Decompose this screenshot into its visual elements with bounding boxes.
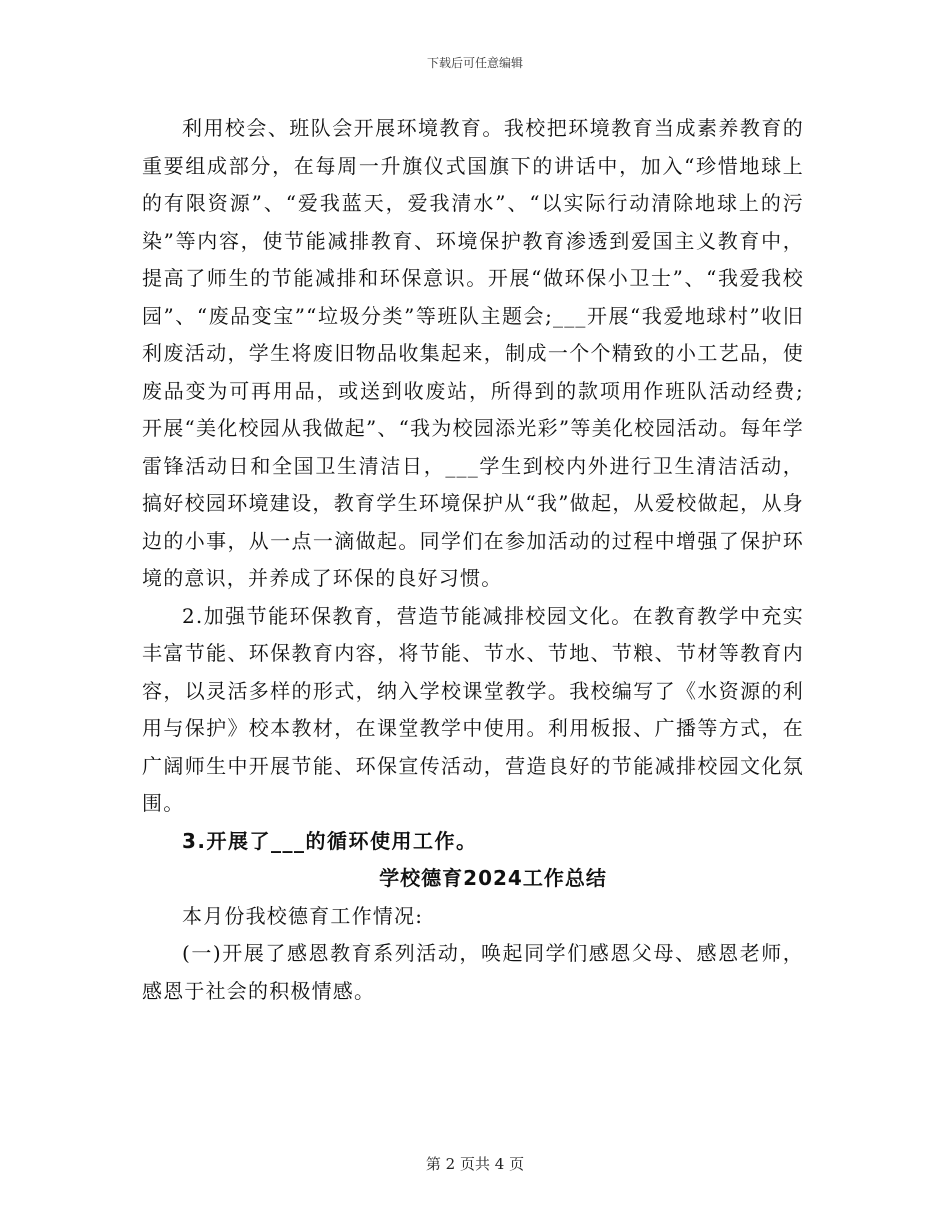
page-number: 第 2 页共 4 页 <box>425 1155 525 1173</box>
bold-item-recycling: 3.开展了___的循环使用工作。 <box>182 828 478 853</box>
paragraph-item-one: (一)开展了感恩教育系列活动，唤起同学们感恩父母、感恩老师，感恩于社会的积极情感。 <box>142 941 804 1003</box>
paragraph-energy-saving-culture: 2.加强节能环保教育，营造节能减排校园文化。在教育教学中充实丰富节能、环保教育内容，将节能、节水、节地、节粮、节材等教育内容，以灵活多样的形式，纳入学校课堂教学。我校编写了《水资源的利用与保护》校本教材，在课堂教学中使用。利用板报、广播等方式，在广阔师生中开展节能、环保宣传活动，营造良好的节能减排校园文化氛围。 <box>142 603 804 815</box>
paragraph-environment-education: 利用校会、班队会开展环境教育。我校把环境教育当成素养教育的重要组成部分，在每周一升旗仪式国旗下的讲话中，加入“珍惜地球上的有限资源”、“爱我蓝天，爱我清水”、“以实际行动清除地球上的污染”等内容，使节能减排教育、环境保护教育渗透到爱国主义教育中，提高了师生的节能减排和环保意识。开展“做环保小卫士”、“我爱我校园”、“废品变宝”“垃圾分类”等班队主题会;___开展“我爱地球村”收旧利废活动，学生将废旧物品收集起来，制成一个个精致的小工艺品，使废品变为可再用品，或送到收废站，所得到的款项用作班队活动经费;开展“美化校园从我做起”、“我为校园添光彩”等美化校园活动。每年学雷锋活动日和全国卫生清洁日，___学生到校内外进行卫生清洁活动，搞好校园环境建设，教育学生环境保护从“我”做起，从爱校做起，从身边的小事，从一点一滴做起。同学们在参加活动的过程中增强了保护环境的意识，并养成了环保的良好习惯。 <box>142 116 804 590</box>
header-note: 下载后可任意编辑 <box>426 56 523 70</box>
section-title: 学校德育2024工作总结 <box>379 866 607 890</box>
document-body <box>142 110 804 1010</box>
paragraph-intro: 本月份我校德育工作情况: <box>182 903 424 928</box>
